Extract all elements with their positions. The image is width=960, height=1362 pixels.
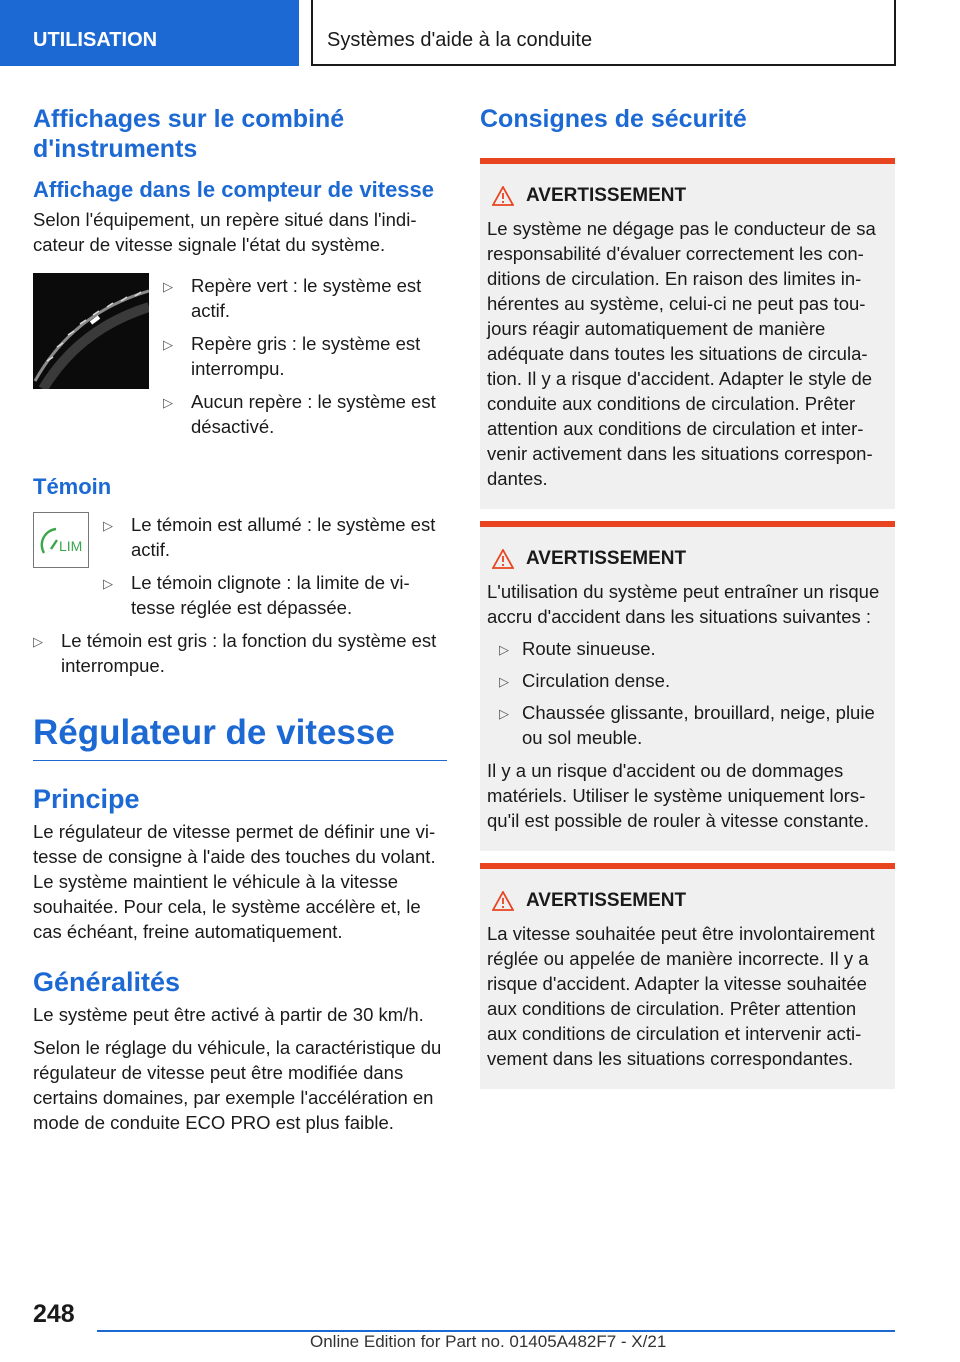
heading-generalites: Généralités	[33, 967, 181, 997]
right-column	[480, 104, 895, 1089]
triangle-bullet-icon: ▷	[33, 634, 43, 649]
triangle-bullet-icon: ▷	[103, 518, 113, 533]
list-item: ▷ Route sinueuse.	[487, 636, 887, 661]
warning-title: AVERTISSEMENT	[526, 890, 687, 911]
indicator-extra-list	[33, 628, 447, 678]
marker-state-list	[163, 273, 447, 439]
paragraph-generalites-1: Le système peut être activé à partir de 30 km/h.	[33, 1004, 424, 1025]
heading-regulateur: Régulateur de vitesse	[33, 712, 447, 761]
warning-text: La vitesse souhaitée peut être involontairement réglée ou appelée de manière incorrecte. Il y a risque d'accident. Adapter la vitesse souhaitée aux conditions de circulation. Prêter attention aux conditions de circulation et intervenir activement dans les situations correspondantes.	[487, 923, 875, 1069]
list-item: ▷ Chaussée glissante, brouillard, neige, pluie ou sol meuble.	[499, 702, 875, 748]
heading-temoin: Témoin	[33, 474, 112, 499]
triangle-bullet-icon: ▷	[163, 395, 173, 410]
list-item: ▷ Repère vert : le système est actif.	[163, 275, 422, 321]
svg-text:LIM: LIM	[59, 538, 83, 554]
warning-text: Le système ne dégage pas le conducteur de sa responsabilité d'évaluer correctement les conditions de circulation. En raison des limites inhérentes au système, celui-ci ne peut pas toujours réagir automatiquement de manière adéquate dans toutes les situations de circulation. Il y a risque d'accident. Adapter le style de conduite aux conditions de circulation. Prêter attention aux conditions de circulation et intervenir activement dans les situations correspondantes.	[487, 218, 876, 489]
warning-intro: L'utilisation du système peut entraîner un risque accru d'accident dans les situations suivantes :	[487, 581, 880, 627]
section-tab: UTILISATION	[0, 0, 299, 66]
speedometer-marker-image	[33, 273, 149, 389]
speedometer-arc-icon	[33, 273, 149, 389]
triangle-bullet-icon: ▷	[103, 576, 113, 591]
indicator-figure-row	[33, 512, 447, 620]
speed-limiter-icon	[33, 512, 89, 568]
triangle-bullet-icon: ▷	[499, 674, 509, 689]
warning-triangle-icon	[492, 549, 514, 569]
paragraph-generalites-2: Selon le réglage du véhicule, la caractéristique du régulateur de vitesse peut être modifiée dans certains domaines, par exemple l'accélération en mode de conduite ECO PRO est plus faible.	[33, 1037, 442, 1133]
indicator-state-list	[103, 512, 447, 620]
heading-principe: Principe	[33, 784, 140, 814]
risk-situation-list	[487, 636, 887, 750]
list-item: ▷ Aucun repère : le système est désactivé.	[163, 391, 436, 437]
speedometer-figure-row	[33, 273, 447, 439]
left-column	[33, 104, 447, 1135]
footer-edition: Online Edition for Part no. 01405A482F7 - X/21	[310, 1332, 667, 1351]
page-number: 248	[33, 1300, 75, 1328]
triangle-bullet-icon: ▷	[499, 642, 509, 657]
list-item: ▷ Circulation dense.	[487, 668, 887, 693]
triangle-bullet-icon: ▷	[163, 279, 173, 294]
warning-title: AVERTISSEMENT	[526, 185, 687, 206]
list-item: ▷ Le témoin clignote : la limite de vitesse réglée est dépassée.	[103, 572, 410, 618]
paragraph-compteur: Selon l'équipement, un repère situé dans l'indicateur de vitesse signale l'état du système.	[33, 209, 417, 255]
heading-affichages: Affichages sur le combiné d'instruments	[33, 105, 345, 163]
warning-box-1	[480, 158, 895, 509]
warning-box-3	[480, 863, 895, 1089]
triangle-bullet-icon: ▷	[163, 337, 173, 352]
heading-compteur: Affichage dans le compteur de vitesse	[33, 177, 435, 202]
warning-box-2	[480, 521, 895, 851]
paragraph-principe: Le régulateur de vitesse permet de définir une vitesse de consigne à l'aide des touches du volant. Le système maintient le véhicule à la vitesse souhaitée. Pour cela, le système accélère et, le cas échéant, freine automatiquement.	[33, 821, 436, 942]
list-item: ▷ Le témoin est gris : la fonction du système est interrompue.	[33, 630, 437, 676]
warning-triangle-icon	[492, 891, 514, 911]
triangle-bullet-icon: ▷	[499, 706, 509, 721]
heading-consignes: Consignes de sécurité	[480, 105, 747, 133]
warning-triangle-icon	[492, 186, 514, 206]
list-item: ▷ Repère gris : le système est interrompu.	[163, 333, 421, 379]
warning-title: AVERTISSEMENT	[526, 548, 687, 569]
chapter-title: Systèmes d'aide à la conduite	[311, 0, 896, 66]
warning-outro: Il y a un risque d'accident ou de dommages matériels. Utiliser le système uniquement lorsqu'il est possible de rouler à vitesse constante.	[487, 760, 869, 831]
list-item: ▷ Le témoin est allumé : le système est actif.	[103, 514, 436, 560]
